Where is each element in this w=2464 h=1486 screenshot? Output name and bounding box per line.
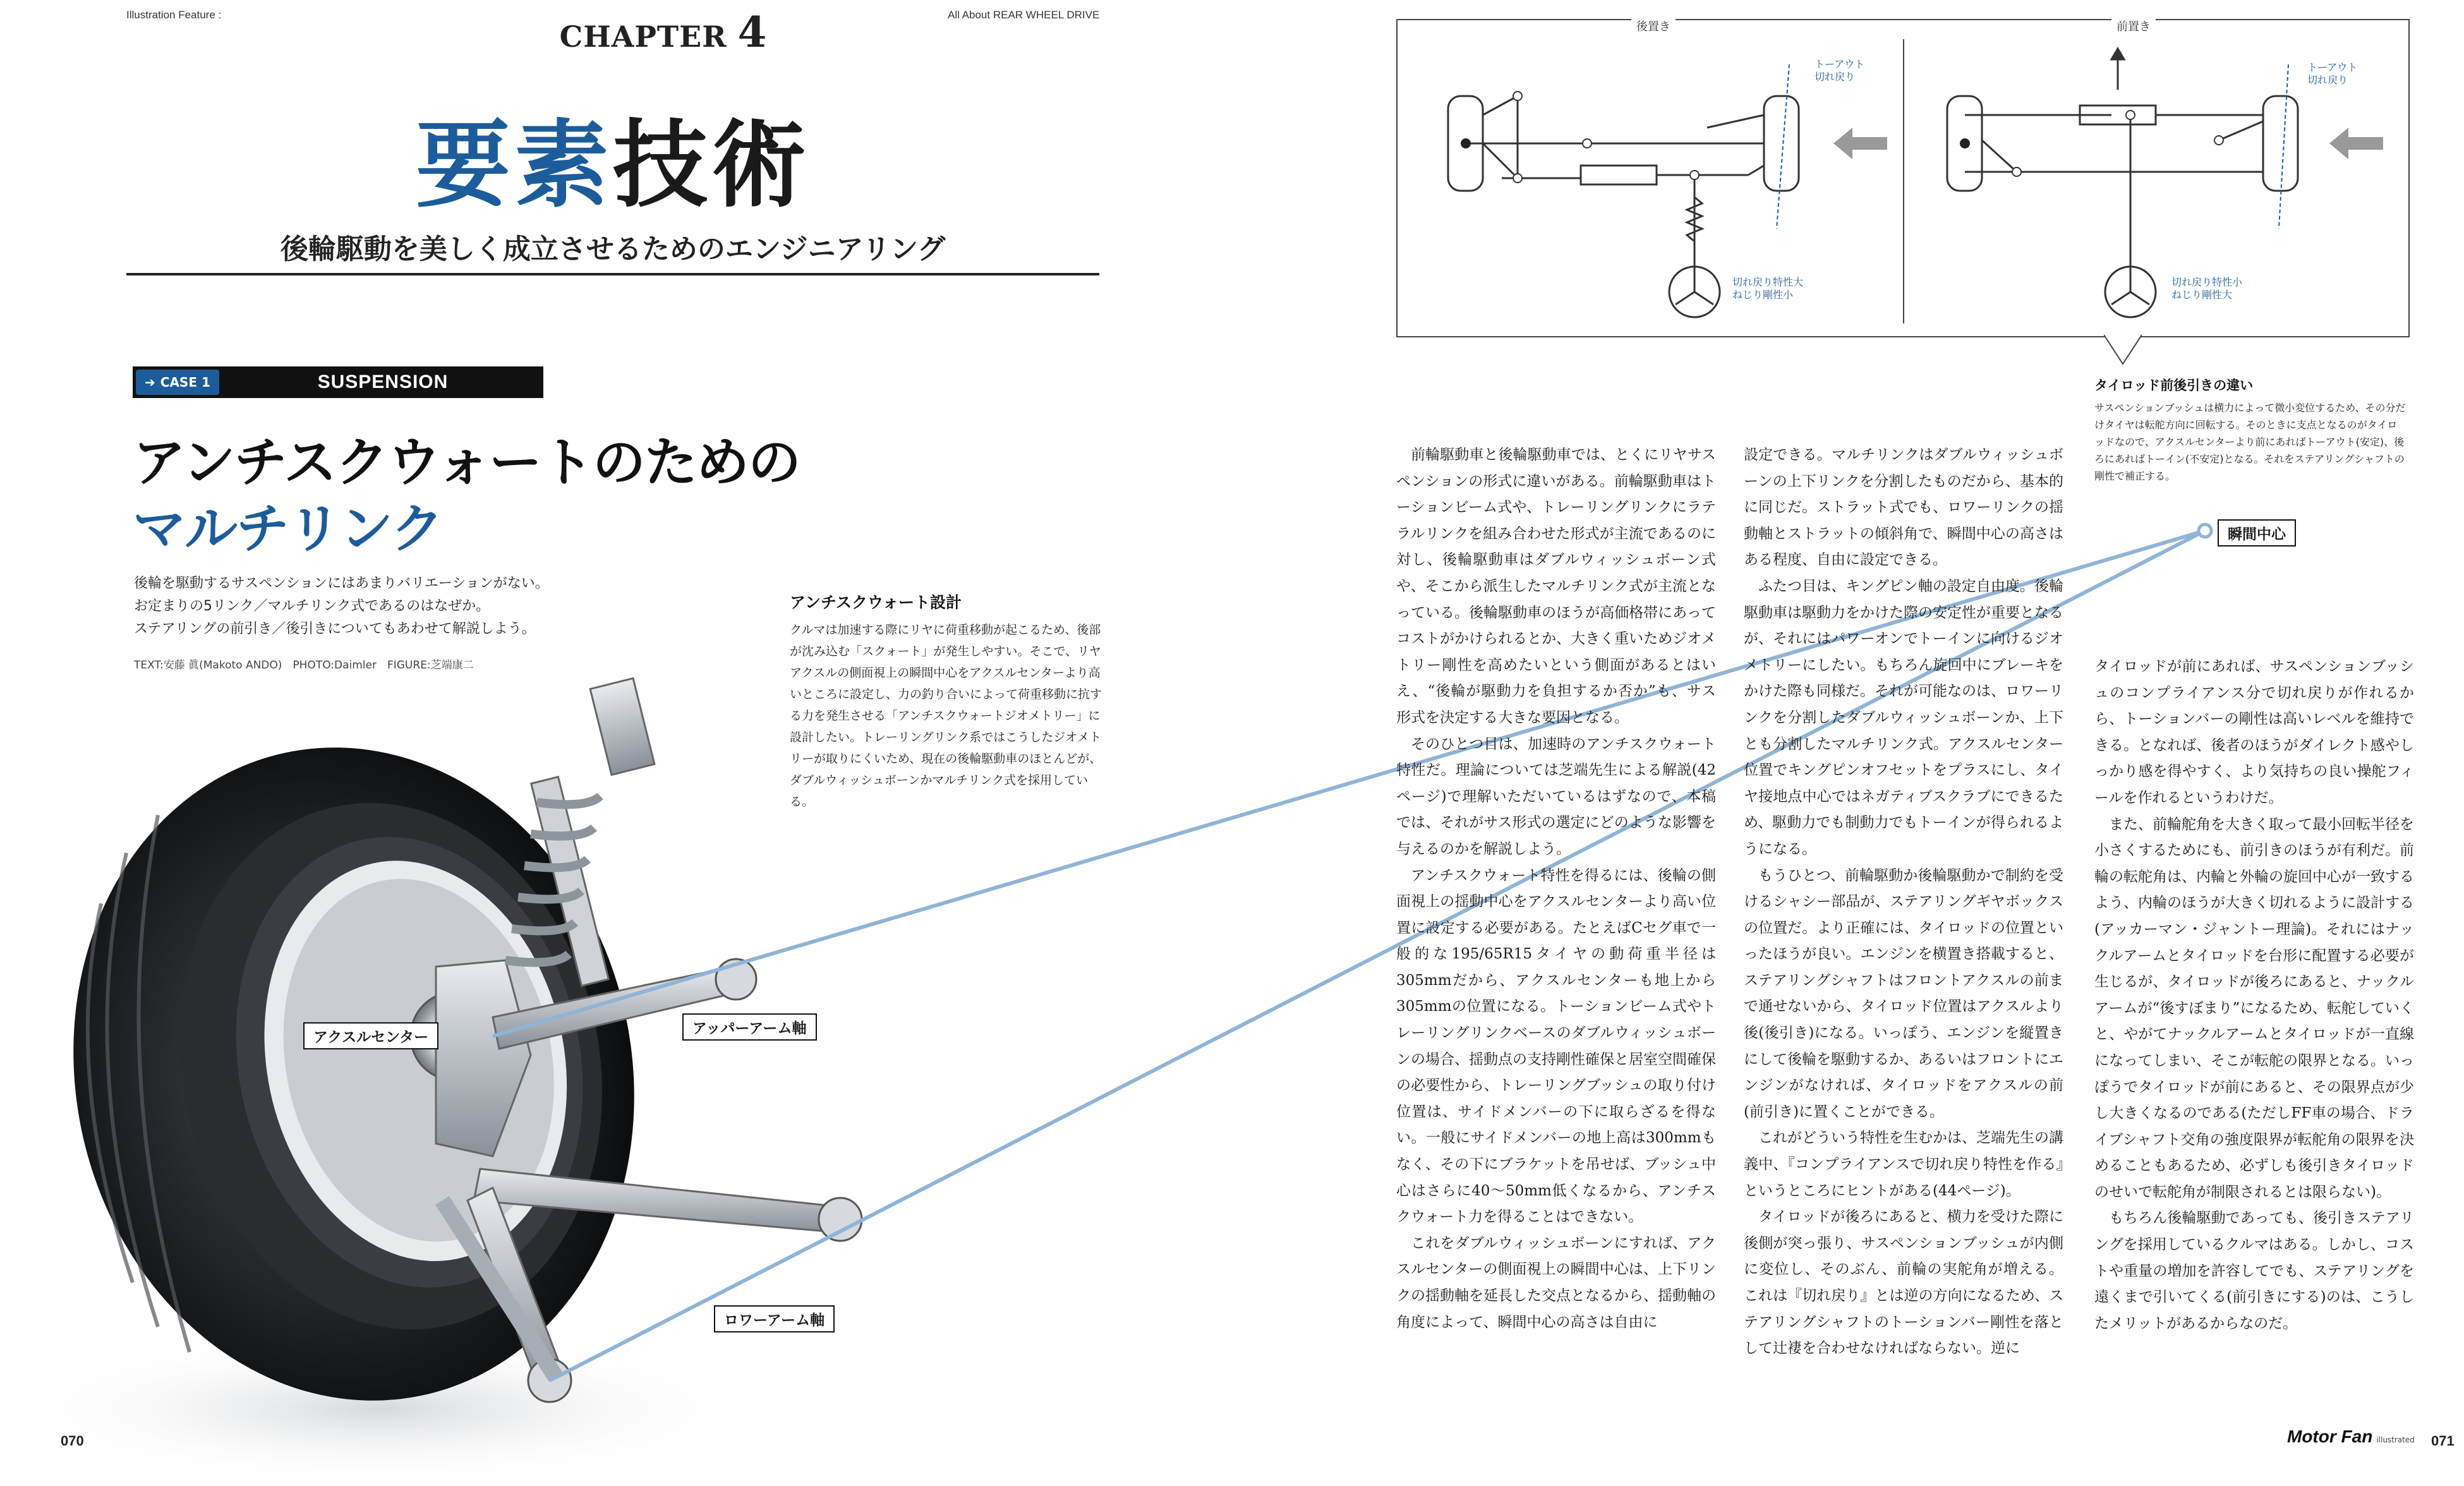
case-number: CASE 1 xyxy=(160,375,210,390)
front-char-line1: 切れ戻り特性小 xyxy=(2171,276,2243,288)
rear-char-line1: 切れ戻り特性大 xyxy=(1732,276,1804,288)
sidebar-heading: アンチスクウォート設計 xyxy=(790,593,962,612)
logo-text: Motor Fan xyxy=(2287,1427,2373,1446)
paragraph: また、前輪舵角を大きく取って最小回転半径を小さくするためにも、前引きのほうが有利だ。前輪の転舵角は、内輪と外輪の旋回中心が一致するよう、内輪のほうが大きく切れるように設計する(アッカーマン・ジャントー理論)。それにはナックルアームとタイロッドを台形に配置する必要が生じるが、タイロッドが後ろにあると、ナックルアームが“後すぼまり”になるため、転舵していくと、やがてナックルアームとタイロッドが一直線になってしまい、そこが転舵の限界となる。いっぽうでタイロッドが前にあると、その限界点が少し大きくなるのである(ただしFF車の場合、ドライブシャフト交角の強度限界が転舵角の限界を決めることもあるため、必ずしも後引きタイロッドのせいで転舵角が制限されるとは限らない)。 xyxy=(2094,816,2414,1200)
page-number-left: 070 xyxy=(61,1433,84,1449)
rear-char-line2: ねじり剛性小 xyxy=(1732,289,1794,301)
caption-heading: タイロッド前後引きの違い xyxy=(2094,378,2254,393)
running-title: All About REAR WHEEL DRIVE xyxy=(948,9,1100,21)
callout-upper-arm: アッパーアーム軸 xyxy=(682,1013,817,1041)
paragraph: ふたつ目は、キングピン軸の設定自由度。後輪駆動車は駆動力をかけた際の安定性が重要となるが、それにはパワーオンでトーインに向けるジオメトリーにしたい。もちろん旋回中にブレーキをかけた際も同様だ。それが可能なのは、ロワーリンクを分割したダブルウィッシュボーンか、上下とも分割したマルチリンク式。アクスルセンター位置でキングピンオフセットをプラスにし、タイヤ接地点中心ではネガティブスクラブにできるため、駆動力でも制動力でもトーインが得られるようになる。 xyxy=(1744,577,2063,857)
arrow-icon: ➔ xyxy=(145,375,155,390)
callout-instant-center: 瞬間中心 xyxy=(2218,519,2296,547)
sidebar-body: クルマは加速する際にリヤに荷重移動が起こるため、後部が沈み込む「スクォート」が発生しやすい。そこで、リヤアクスルの側面視上の瞬間中心をアクスルセンターより高いところに設定し、力の釣り合いによって荷重移動に抗する力を発生させる「アンチスクウォートジオメトリー」に設計したい。トレーリングリンク系ではこうしたジオメトリーが取りにくいため、現在の後輪駆動車のほとんどが、ダブルウィッシュボーンかマルチリンク式を採用している。 xyxy=(790,623,1102,809)
case-label: SUSPENSION xyxy=(317,372,449,392)
paragraph: アンチスクウォート特性を得るには、後輪の側面視上の揺動中心をアクスルセンターより高い位置に設定する必要がある。たとえばCセグ車で一般的な195/65R15タイヤの動荷重半径は305mmだから、アクスルセンターも地上から305mmの位置になる。トーションビーム式やトレーリングリンクベースのダブルウィッシュボーンの場合、揺動点の支持剛性確保と居室空間確保の必要性から、トレーリングブッシュの取り付け位置は、サイドメンバーの下に取らざるを得ない。一般にサイドメンバーの地上高は300mmもなく、その下にブラケットを吊せば、ブッシュ中心はさらに40〜50mm低くなるから、アンチスクウォート力を得ることはできない。 xyxy=(1396,867,1716,1226)
rear-char-label xyxy=(1732,276,1803,301)
rear-toe-line2: 切れ戻り xyxy=(1815,71,1856,83)
paragraph: これがどういう特性を生むかは、芝端先生の講義中、『コンプライアンスで切れ戻り特性を作る』というところにヒントがある(44ページ)。 xyxy=(1744,1130,2063,1199)
title-black: 技術 xyxy=(613,111,811,220)
paragraph: タイロッドが後ろにあると、横力を受けた際に後側が突っ張り、サスペンションブッシュが内側に変位し、そのぶん、前輪の実舵角が増える。これは『切れ戻り』とは逆の方向になるため、ステアリングシャフトのトーションバー剛性を落として辻褄を合わせなければならない。逆に xyxy=(1744,1209,2063,1357)
body-column-1 xyxy=(1396,442,1716,1336)
diagram-pointer xyxy=(2104,334,2142,366)
paragraph: タイロッドが前にあれば、サスペンションブッシュのコンプライアンス分で切れ戻りが作れるから、トーションバーの剛性は高いレベルを維持できる。となれば、後者のほうがダイレクト感やしっかり感を得やすく、より気持ちの良い操舵フィールを作れるというわけだ。 xyxy=(2094,658,2414,806)
rear-toe-line1: トーアウト xyxy=(1815,58,1865,70)
callout-lower-arm: ロワーアーム軸 xyxy=(714,1305,835,1332)
front-toe-line2: 切れ戻り xyxy=(2307,74,2348,86)
lead-line: ステアリングの前引き／後引きについてもあわせて解説しよう。 xyxy=(134,621,536,637)
rear-toe-label xyxy=(1815,58,1864,83)
paragraph: 設定できる。マルチリンクはダブルウィッシュボーンの上下リンクを分割したものだから、基本的に同じだ。ストラット式でも、ロワーリンクの揺動軸とストラットの傾斜角で、瞬間中心の高さはある程度、自由に設定できる。 xyxy=(1744,447,2063,569)
front-char-line2: ねじり剛性大 xyxy=(2171,289,2233,301)
page-subtitle: 後輪駆動を美しく成立させるためのエンジニアリング xyxy=(280,233,946,265)
front-tie-rod-label: 前置き xyxy=(2111,18,2156,34)
title-blue: 要素 xyxy=(415,111,613,220)
callout-axle-center: アクスルセンター xyxy=(303,1022,438,1049)
logo-sub: illustrated xyxy=(2376,1435,2415,1444)
front-toe-label xyxy=(2307,61,2357,87)
paragraph: これをダブルウィッシュボーンにすれば、アクスルセンターの側面視上の瞬間中心は、上下リンクの揺動軸を延長した交点となるから、揺動軸の角度によって、瞬間中心の高さは自由に xyxy=(1396,1235,1716,1331)
headline-line1: アンチスクウォートのための xyxy=(133,432,800,493)
paragraph: もうひとつ、前輪駆動か後輪駆動かで制約を受けるシャシー部品が、ステアリングギヤボックスの位置だ。より正確には、タイロッドの位置といったほうが良い。エンジンを横置き搭載すると、ステアリングシャフトはフロントアクスルの前まで通せないから、タイロッド位置はアクスルより後(後引き)になる。いっぽう、エンジンを縦置きにして後輪を駆動するか、あるいはフロントにエンジンがなければ、タイロッドをアクスルの前(前引き)に置くことができる。 xyxy=(1744,867,2063,1120)
steering-diagram xyxy=(1396,19,2410,337)
headline-line2: マルチリンク xyxy=(133,498,443,560)
lead-line: お定まりの5リンク／マルチリンク式であるのはなぜか。 xyxy=(134,598,490,614)
magazine-logo xyxy=(2287,1427,2415,1447)
credit-line: TEXT:安藤 眞(Makoto ANDO) PHOTO:Daimler FIGURE:芝端康二 xyxy=(134,659,474,672)
rear-tie-rod-label: 後置き xyxy=(1631,18,1676,34)
paragraph: もちろん後輪駆動であっても、後引きステアリングを採用しているクルマはある。しかし、コストや重量の増加を許容してでも、ステアリングを遠くまで引いてくる(前引きにする)のは、こうしたメリットがあるからなのだ。 xyxy=(2094,1210,2414,1332)
front-char-label xyxy=(2171,276,2242,301)
body-column-3 xyxy=(2094,654,2414,1337)
chapter-word: CHAPTER xyxy=(559,20,727,54)
page-number-right: 071 xyxy=(2431,1433,2455,1449)
paragraph: 前輪駆動車と後輪駆動車では、とくにリヤサスペンションの形式に違いがある。前輪駆動車はトーションビーム式や、トレーリングリンクにラテラルリンクを組み合わせた形式が主流であるのに対し、後輪駆動車はダブルウィッシュボーン式や、そこから派生したマルチリンク式が主流となっている。後輪駆動車のほうが高価格帯にあってコストがかけられるとか、大きく重いためジオメトリー剛性を高めたいという側面があるとはいえ、“後輪が駆動力を負担するか否か”も、サス形式を決定する大きな要因となる。 xyxy=(1396,447,1716,726)
body-column-2 xyxy=(1744,442,2063,1362)
instant-center-point xyxy=(2199,524,2211,537)
diagram-drawing xyxy=(1398,20,2408,336)
front-toe-line1: トーアウト xyxy=(2307,61,2358,73)
caption-body: サスペンションブッシュは横力によって微小変位するため、その分だけタイヤは転舵方向に回転する。そのときに支点となるのがタイロッドなので、アクスルセンターより前にあればトーアウト(安定)、後ろにあればトーイン(不安定)となる。それをステアリングシャフトの剛性で補正する。 xyxy=(2094,402,2406,482)
chapter-number: 4 xyxy=(737,8,768,57)
feature-label: Illustration Feature : xyxy=(126,9,222,21)
paragraph: そのひとつ目は、加速時のアンチスクウォート特性だ。理論については芝端先生による解説(42ページ)で理解いただいているはずなので、本稿では、それがサス形式の選定にどのような影響を与えるのかを解説しよう。 xyxy=(1396,735,1716,857)
lead-line: 後輪を駆動するサスペンションにはあまりバリエーションがない。 xyxy=(134,576,549,591)
